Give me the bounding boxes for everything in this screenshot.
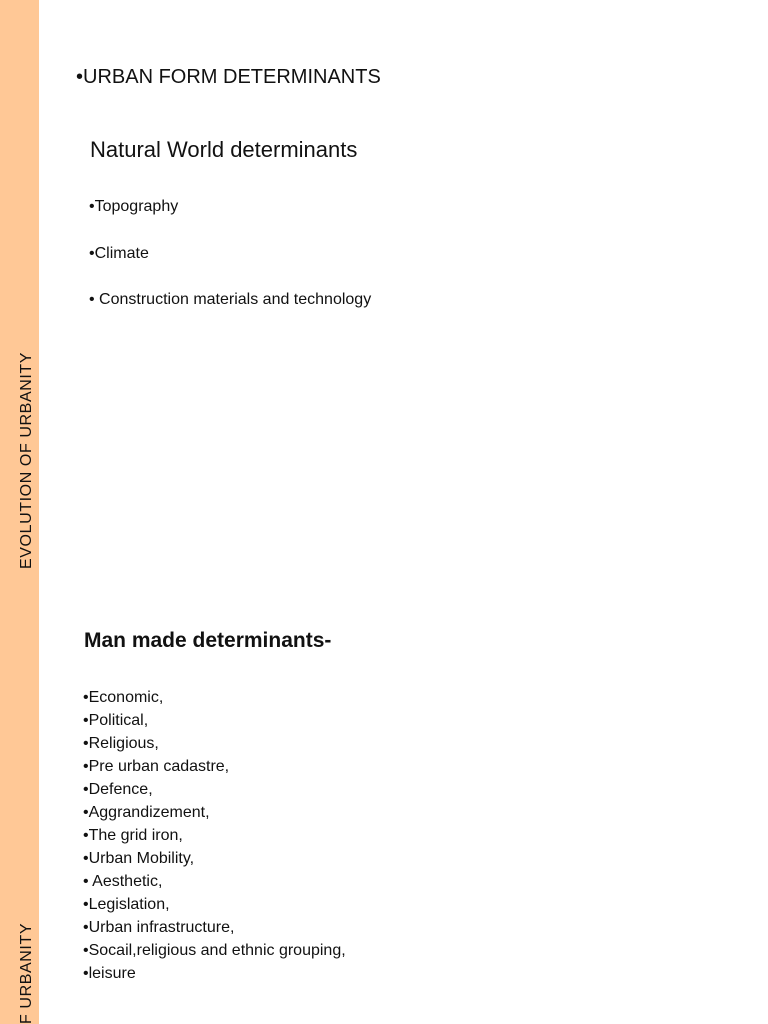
- side-label: EVOLUTION OF URBANITY: [18, 351, 35, 569]
- section-heading: •URBAN FORM DETERMINANTS: [76, 66, 381, 88]
- list-item: •Legislation,: [83, 896, 170, 913]
- list-item: •Pre urban cadastre,: [83, 758, 230, 775]
- man-made-determinants-list: [83, 688, 346, 987]
- list-item: •Topography: [89, 198, 179, 215]
- man-made-determinants-heading: Man made determinants-: [84, 629, 332, 652]
- list-item: •Political,: [83, 712, 149, 729]
- list-item: •Urban infrastructure,: [83, 919, 235, 936]
- list-item: •Aggrandizement,: [83, 804, 210, 821]
- natural-determinants-list: [89, 197, 371, 337]
- list-item: •Urban Mobility,: [83, 850, 195, 867]
- list-item: •Socail,religious and ethnic grouping,: [83, 942, 346, 959]
- list-item: • Aesthetic,: [83, 873, 163, 890]
- list-item: • Construction materials and technology: [89, 291, 372, 308]
- list-item: •leisure: [83, 965, 136, 982]
- list-item: •The grid iron,: [83, 827, 183, 844]
- side-label-partial: F URBANITY: [18, 922, 35, 1024]
- list-item: •Economic,: [83, 689, 164, 706]
- list-item: •Climate: [89, 244, 149, 262]
- list-item: •Religious,: [83, 735, 159, 752]
- list-item: •Defence,: [83, 781, 153, 798]
- natural-determinants-heading: Natural World determinants: [90, 137, 358, 162]
- side-band: [0, 0, 39, 1024]
